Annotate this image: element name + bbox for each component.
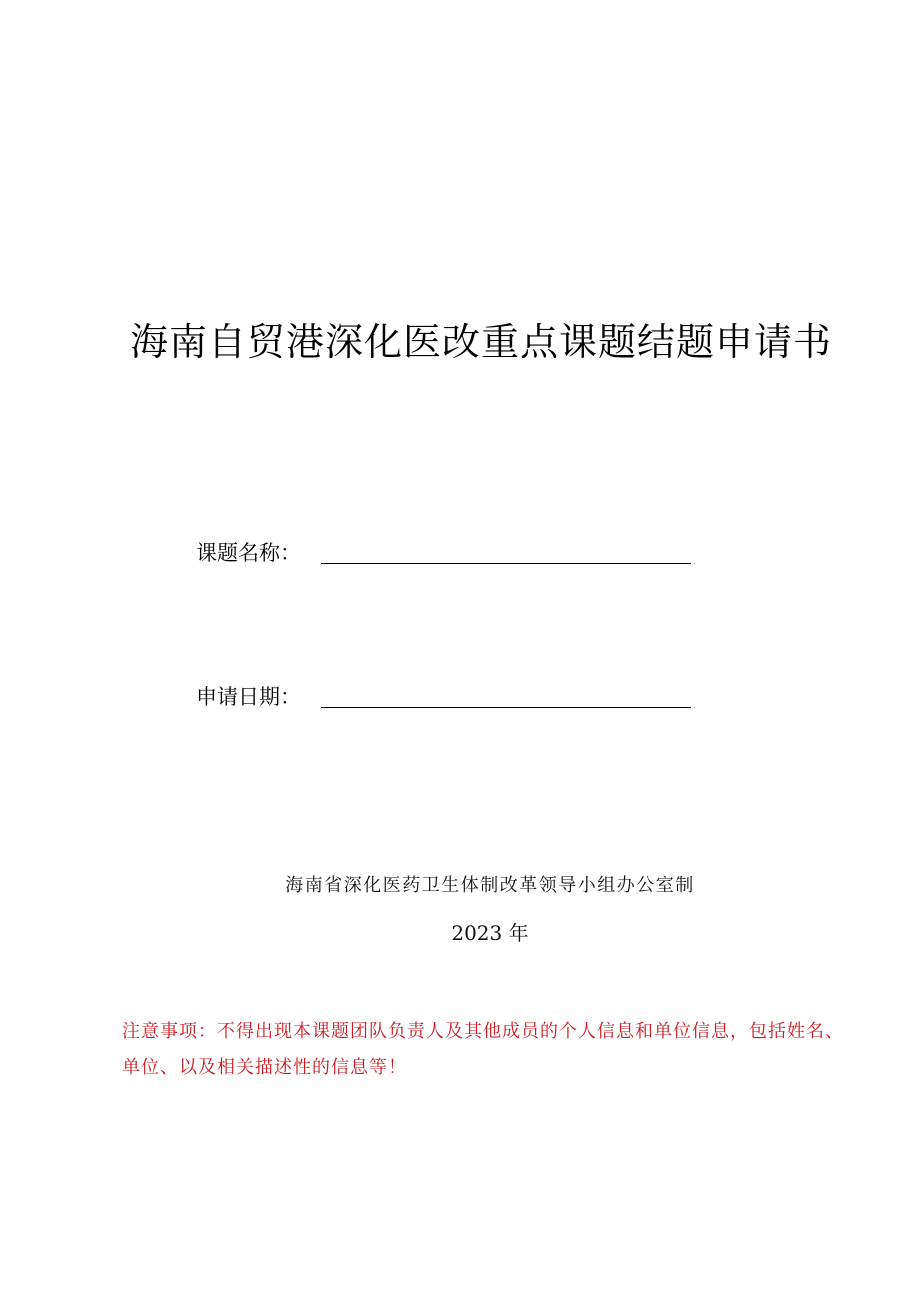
- issuer-statement: 海南省深化医药卫生体制改革领导小组办公室制: [285, 875, 695, 896]
- document-title: 海南自贸港深化医改重点课题结题申请书: [130, 320, 833, 364]
- issue-year: 2023 年: [451, 921, 529, 945]
- application-date-blank-line[interactable]: [321, 707, 691, 708]
- notice-text: 注意事项：不得出现本课题团队负责人及其他成员的个人信息和单位信息，包括姓名、单位、以及相关描述性的信息等！: [122, 1021, 844, 1078]
- application-date-label: 申请日期：: [196, 685, 301, 709]
- application-date-field: [196, 678, 716, 712]
- topic-name-label: 课题名称：: [196, 541, 301, 565]
- topic-name-blank-line[interactable]: [321, 563, 691, 564]
- topic-name-field: [196, 534, 716, 568]
